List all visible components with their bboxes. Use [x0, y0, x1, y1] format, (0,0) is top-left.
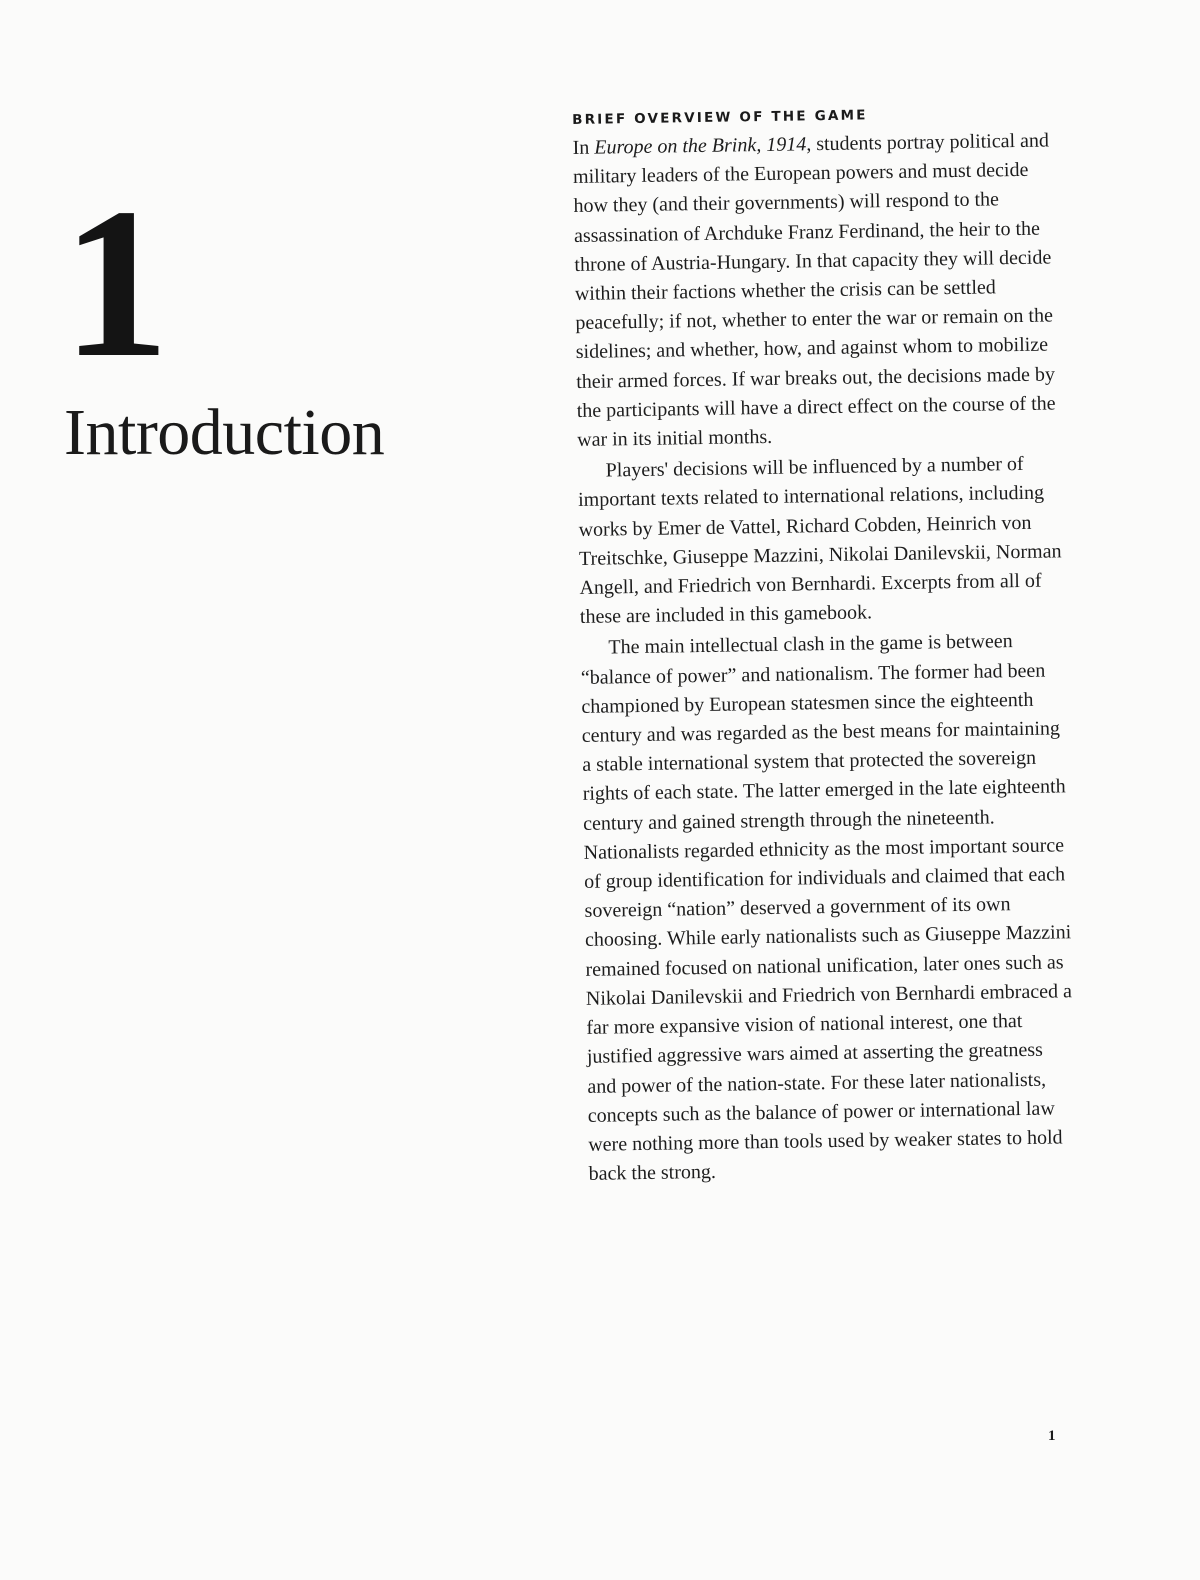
game-title-emphasis: Europe on the Brink, 1914 — [594, 133, 807, 159]
paragraph-continuation: , students portray political and military leaders of the European powers and must decide how they (and their governments) will respond to the assassination of Archduke Franz Ferdinand, the heir to the throne of Austria-Hungary. In that capacity they will decide within their factions whether the crisis can be settled peacefully; if not, whether to enter the war or remain on the sidelines; and whether, how, and against whom to mobilize their armed forces. If war breaks out, the decisions made by the participants will have a direct effect on the course of the war in its initial months. — [572, 129, 1056, 451]
paragraph-influences: Players' decisions will be influenced by a number of important texts related to international relations, including works by Emer de Vattel, Richard Cobden, Heinrich von Treitschke, Giuseppe Mazzini, Nikolai Danilevskii, Norman Angell, and Friedrich von Bernhardi. Excerpts from all of these are included in this gamebook. — [577, 453, 1062, 629]
chapter-number: 1 — [62, 163, 170, 402]
chapter-title: Introduction — [64, 396, 385, 469]
text-column — [572, 102, 1077, 1189]
paragraph-lead-in: In — [572, 136, 595, 159]
page-number: 1 — [1048, 1428, 1056, 1444]
section-heading: BRIEF OVERVIEW OF THE GAME — [572, 107, 868, 128]
paragraph-intellectual-clash: The main intellectual clash in the game is between “balance of power” and nationalism. The former had been championed by European statesmen since the eighteenth century and was regarded as the best means for maintaining a stable international system that protected the sovereign rights of each state. The latter emerged in the late eighteenth century and gained strength through the nineteenth. Nationalists regarded ethnicity as the most important source of group identification for individuals and claimed that each sovereign “nation” deserved a government of its own choosing. While early nationalists such as Giuseppe Mazzini remained focused on national unification, later ones such as Nikolai Danilevskii and Friedrich von Bernhardi embraced a far more expansive vision of national interest, one that justified aggressive wars aimed at asserting the greatness and power of the nation-state. For these later nationalists, concepts such as the balance of power or international law were nothing more than tools used by weaker states to hold back the strong. — [580, 630, 1073, 1185]
paragraph-overview — [572, 126, 1065, 455]
